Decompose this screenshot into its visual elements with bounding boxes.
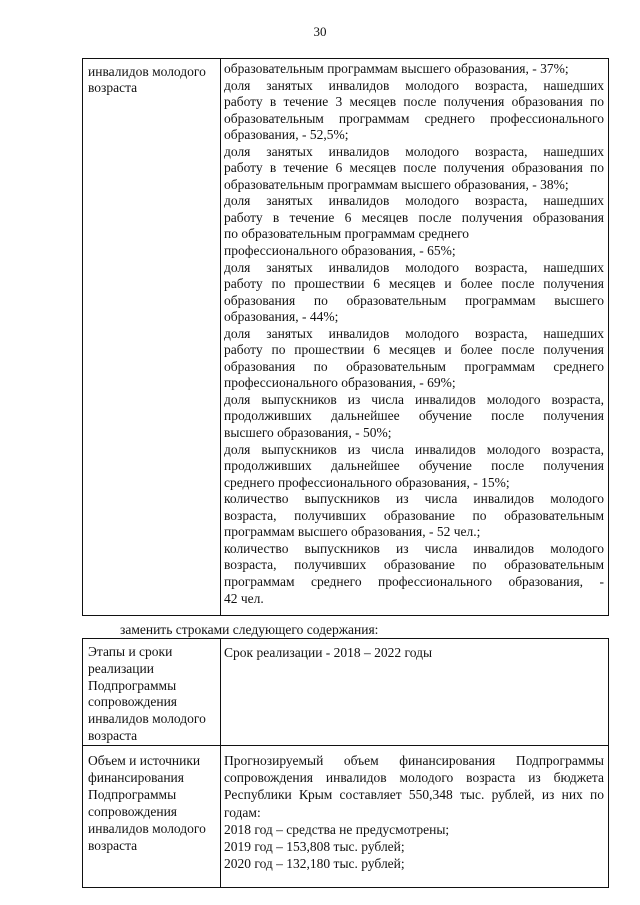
text-line: образовательным программам высшего образования, - 37%; — [224, 61, 569, 76]
text-line: Республики Крым составляет 550,348 тыс. рублей, из них по — [224, 787, 604, 803]
text-line: доля выпускников из числа инвалидов молодого возраста, — [224, 441, 604, 457]
row-divider — [82, 745, 609, 746]
text-line: возраста, получивших образование по образовательным — [224, 557, 604, 573]
text-line: среднего профессионального образования, - 15%; — [224, 474, 510, 490]
text-line: высшего образования, - 50%; — [224, 425, 392, 441]
financing-value — [224, 752, 604, 872]
text-line: сопровождения инвалидов молодого возраста из бюджета — [224, 770, 604, 786]
text-line: образования, - 44%; — [224, 309, 339, 325]
stages-value: Срок реализации - 2018 – 2022 годы — [224, 645, 433, 660]
text-line: доля занятых инвалидов молодого возраста, нашедших — [224, 259, 604, 275]
table1-right-cell — [224, 61, 604, 607]
text-line: профессионального образования, - 69%; — [224, 375, 456, 391]
stages-label: Этапы и сроки реализации Подпрограммы сопровождения инвалидов молодого возраста — [88, 644, 206, 743]
column-divider — [220, 639, 221, 887]
replace-instruction: заменить строками следующего содержания: — [120, 622, 379, 637]
text-line: доля выпускников из числа инвалидов молодого возраста, — [224, 391, 604, 407]
text-line: образовательным программам высшего образования, - 38%; — [224, 176, 569, 192]
text-line: образования по образовательным программам высшего — [224, 292, 604, 308]
text-line: работу в течение 6 месяцев после получения образования по — [224, 160, 604, 176]
text-line: количество выпускников из числа инвалидов молодого — [224, 491, 604, 507]
text-line: годам: — [224, 804, 261, 820]
text-line: по образовательным программам среднего — [224, 226, 470, 242]
text-line: возраста, получивших образование по образовательным — [224, 507, 604, 523]
text-line: образовательным программам среднего профессионального — [224, 110, 604, 126]
text-line: доля занятых инвалидов молодого возраста, нашедших — [224, 77, 604, 93]
text-line: Прогнозируемый объем финансирования Подпрограммы — [224, 753, 604, 768]
text-line: работу в течение 6 месяцев после получения образования — [224, 209, 604, 225]
text-line: образования, - 52,5%; — [224, 127, 349, 143]
text-line: 2019 год – 153,808 тыс. рублей; — [224, 839, 405, 855]
column-divider — [220, 59, 221, 615]
text-line: доля занятых инвалидов молодого возраста, нашедших — [224, 193, 604, 209]
text-line: работу в течение 3 месяцев после получения образования по — [224, 94, 604, 110]
text-line: работу по прошествии 6 месяцев и более после получения — [224, 342, 604, 358]
text-line: работу по прошествии 6 месяцев и более после получения — [224, 276, 604, 292]
text-line: доля занятых инвалидов молодого возраста, нашедших — [224, 325, 604, 341]
text-line: 2018 год – средства не предусмотрены; — [224, 821, 450, 837]
financing-label: Объем и источники финансирования Подпрограммы сопровождения инвалидов молодого возраста — [88, 753, 206, 853]
text-line: 42 чел. — [224, 590, 264, 606]
page-number: 30 — [313, 24, 327, 39]
text-line: профессионального образования, - 65%; — [224, 243, 456, 259]
text-line: доля занятых инвалидов молодого возраста, нашедших — [224, 143, 604, 159]
text-line: количество выпускников из числа инвалидов молодого — [224, 540, 604, 556]
text-line: программам среднего профессионального образования, - — [224, 573, 604, 589]
text-line: 2020 год – 132,180 тыс. рублей; — [224, 856, 405, 872]
table1-left-cell: инвалидов молодого возраста — [88, 64, 206, 95]
text-line: программам высшего образования, - 52 чел.; — [224, 524, 481, 540]
text-line: продолживших дальнейшее обучение после получения — [224, 408, 604, 424]
text-line: продолживших дальнейшее обучение после получения — [224, 458, 604, 474]
text-line: образования по образовательным программам среднего — [224, 358, 604, 374]
